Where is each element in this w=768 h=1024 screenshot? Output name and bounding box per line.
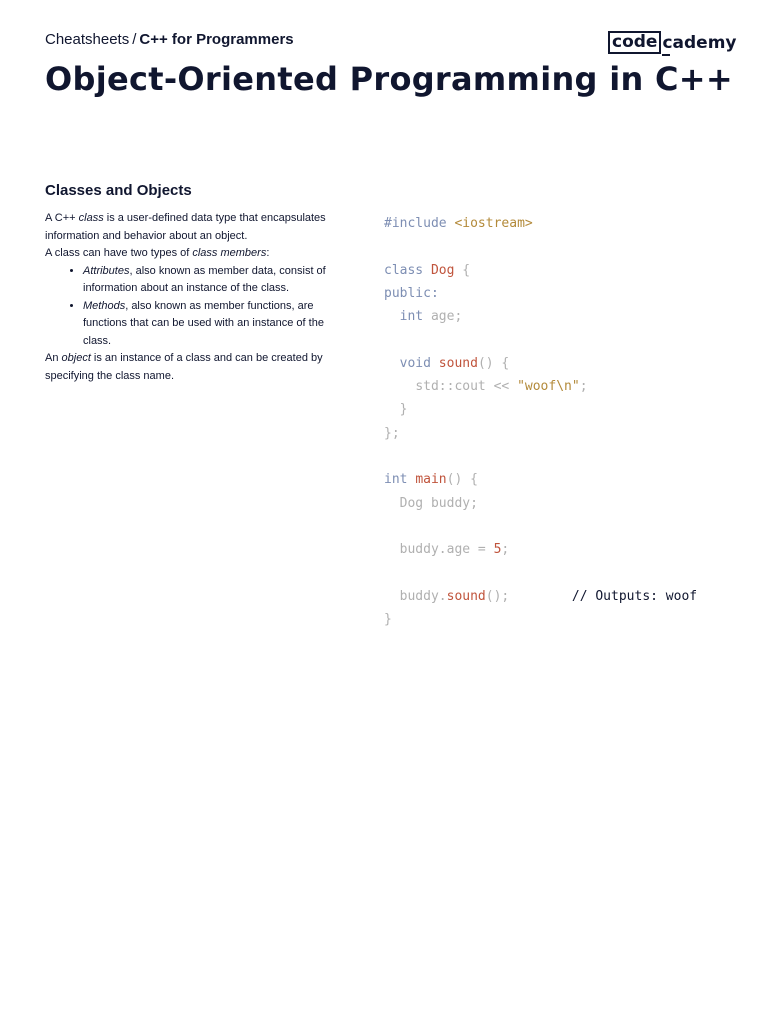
- code-line: };: [384, 425, 400, 441]
- logo-cademy: cademy: [662, 32, 737, 53]
- code-line: }: [399, 402, 408, 418]
- paragraph-members: A class can have two types of class members:: [45, 247, 270, 259]
- page-title: Object-Oriented Programming in C++: [45, 60, 733, 98]
- code-line: }: [384, 612, 392, 628]
- logo-code-box: code: [608, 31, 661, 54]
- code-line: buddy.age = 5;: [399, 542, 510, 558]
- section-description: [45, 210, 340, 385]
- code-line: int main() {: [384, 472, 478, 488]
- list-item-attributes: • Attributes, also known as member data, consist of information about an instance of the class.: [83, 263, 340, 298]
- member-types-list: [45, 263, 340, 351]
- code-block: [384, 212, 697, 631]
- breadcrumb: [45, 31, 294, 48]
- breadcrumb-current[interactable]: C++ for Programmers: [139, 31, 294, 48]
- paragraph-object: An object is an instance of a class and can be created by specifying the class name.: [45, 352, 323, 382]
- code-line: [384, 445, 697, 468]
- code-line: std::cout << "woof\n";: [415, 379, 588, 395]
- list-item-methods: • Methods, also known as member functions, are functions that can be used with an instance of the class.: [83, 298, 340, 351]
- code-line: int age;: [399, 309, 463, 325]
- breadcrumb-root-link[interactable]: Cheatsheets: [45, 31, 130, 48]
- code-line: #include <iostream>: [384, 216, 533, 231]
- code-line: [384, 515, 697, 538]
- breadcrumb-separator: /: [132, 31, 137, 48]
- code-line: [384, 328, 697, 351]
- paragraph-class: A C++ class is a user-defined data type that encapsulates information and behavior about an object.: [45, 212, 326, 242]
- code-line: class Dog {: [384, 262, 471, 278]
- code-line: [384, 235, 697, 258]
- section-title: Classes and Objects: [45, 182, 192, 199]
- codecademy-logo[interactable]: [608, 31, 737, 54]
- code-line: Dog buddy;: [399, 495, 478, 511]
- code-line: void sound() {: [399, 355, 510, 371]
- code-line: buddy.sound(); // Outputs: woof: [399, 588, 698, 604]
- code-line: public:: [384, 285, 439, 301]
- code-line: [384, 561, 697, 584]
